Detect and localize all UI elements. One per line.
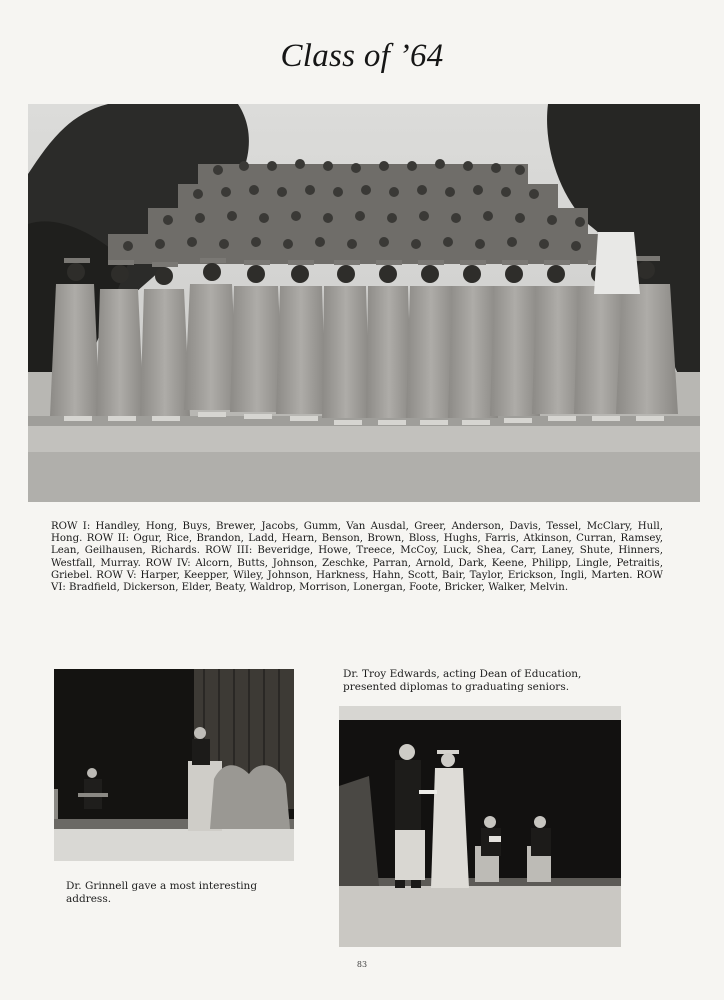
diploma-presentation-photo [339, 706, 621, 947]
class-group-photo-drawing [28, 104, 700, 502]
speaker-caption: Dr. Grinnell gave a most interesting address. [66, 880, 258, 905]
page-number: 83 [356, 960, 368, 969]
page-title: Class of ’64 [280, 38, 444, 74]
speaker-photo-drawing [54, 669, 294, 861]
row-names-caption: ROW I: Handley, Hong, Buys, Brewer, Jacobs, Gumm, Van Ausdal, Greer, Anderson, Davis, Tessel, McClary, Hull, Hong. ROW II: Ogur, Rice, Brandon, Ladd, Hearn, Benson, Brown, Bloss, Hughs, Farris, Atkinson, Curran, Ramsey, Lean, Geilhausen, Richards. ROW III: Beveridge, Howe, Treece, McCoy, Luck, Shea, Carr, Laney, Shute, Hinners, Westfall, Murray. ROW IV: Alcorn, Butts, Johnson, Zeschke, Parran, Arnold, Dark, Keene, Philipp, Lingle, Petraitis, Griebel. ROW V: Harper, Keepper, Wiley, Johnson, Harkness, Hahn, Scott, Bair, Taylor, Erickson, Ingli, Marten. ROW VI: Bradfield, Dickerson, Elder, Beaty, Waldrop, Morrison, Lonergan, Foote, Bricker, Walker, Melvin. [51, 521, 663, 594]
speaker-photo [54, 669, 294, 861]
diploma-presentation-photo-drawing [339, 706, 621, 947]
diploma-caption: Dr. Troy Edwards, acting Dean of Education, presented diplomas to graduating seniors. [343, 668, 582, 693]
class-group-photo [28, 104, 700, 502]
